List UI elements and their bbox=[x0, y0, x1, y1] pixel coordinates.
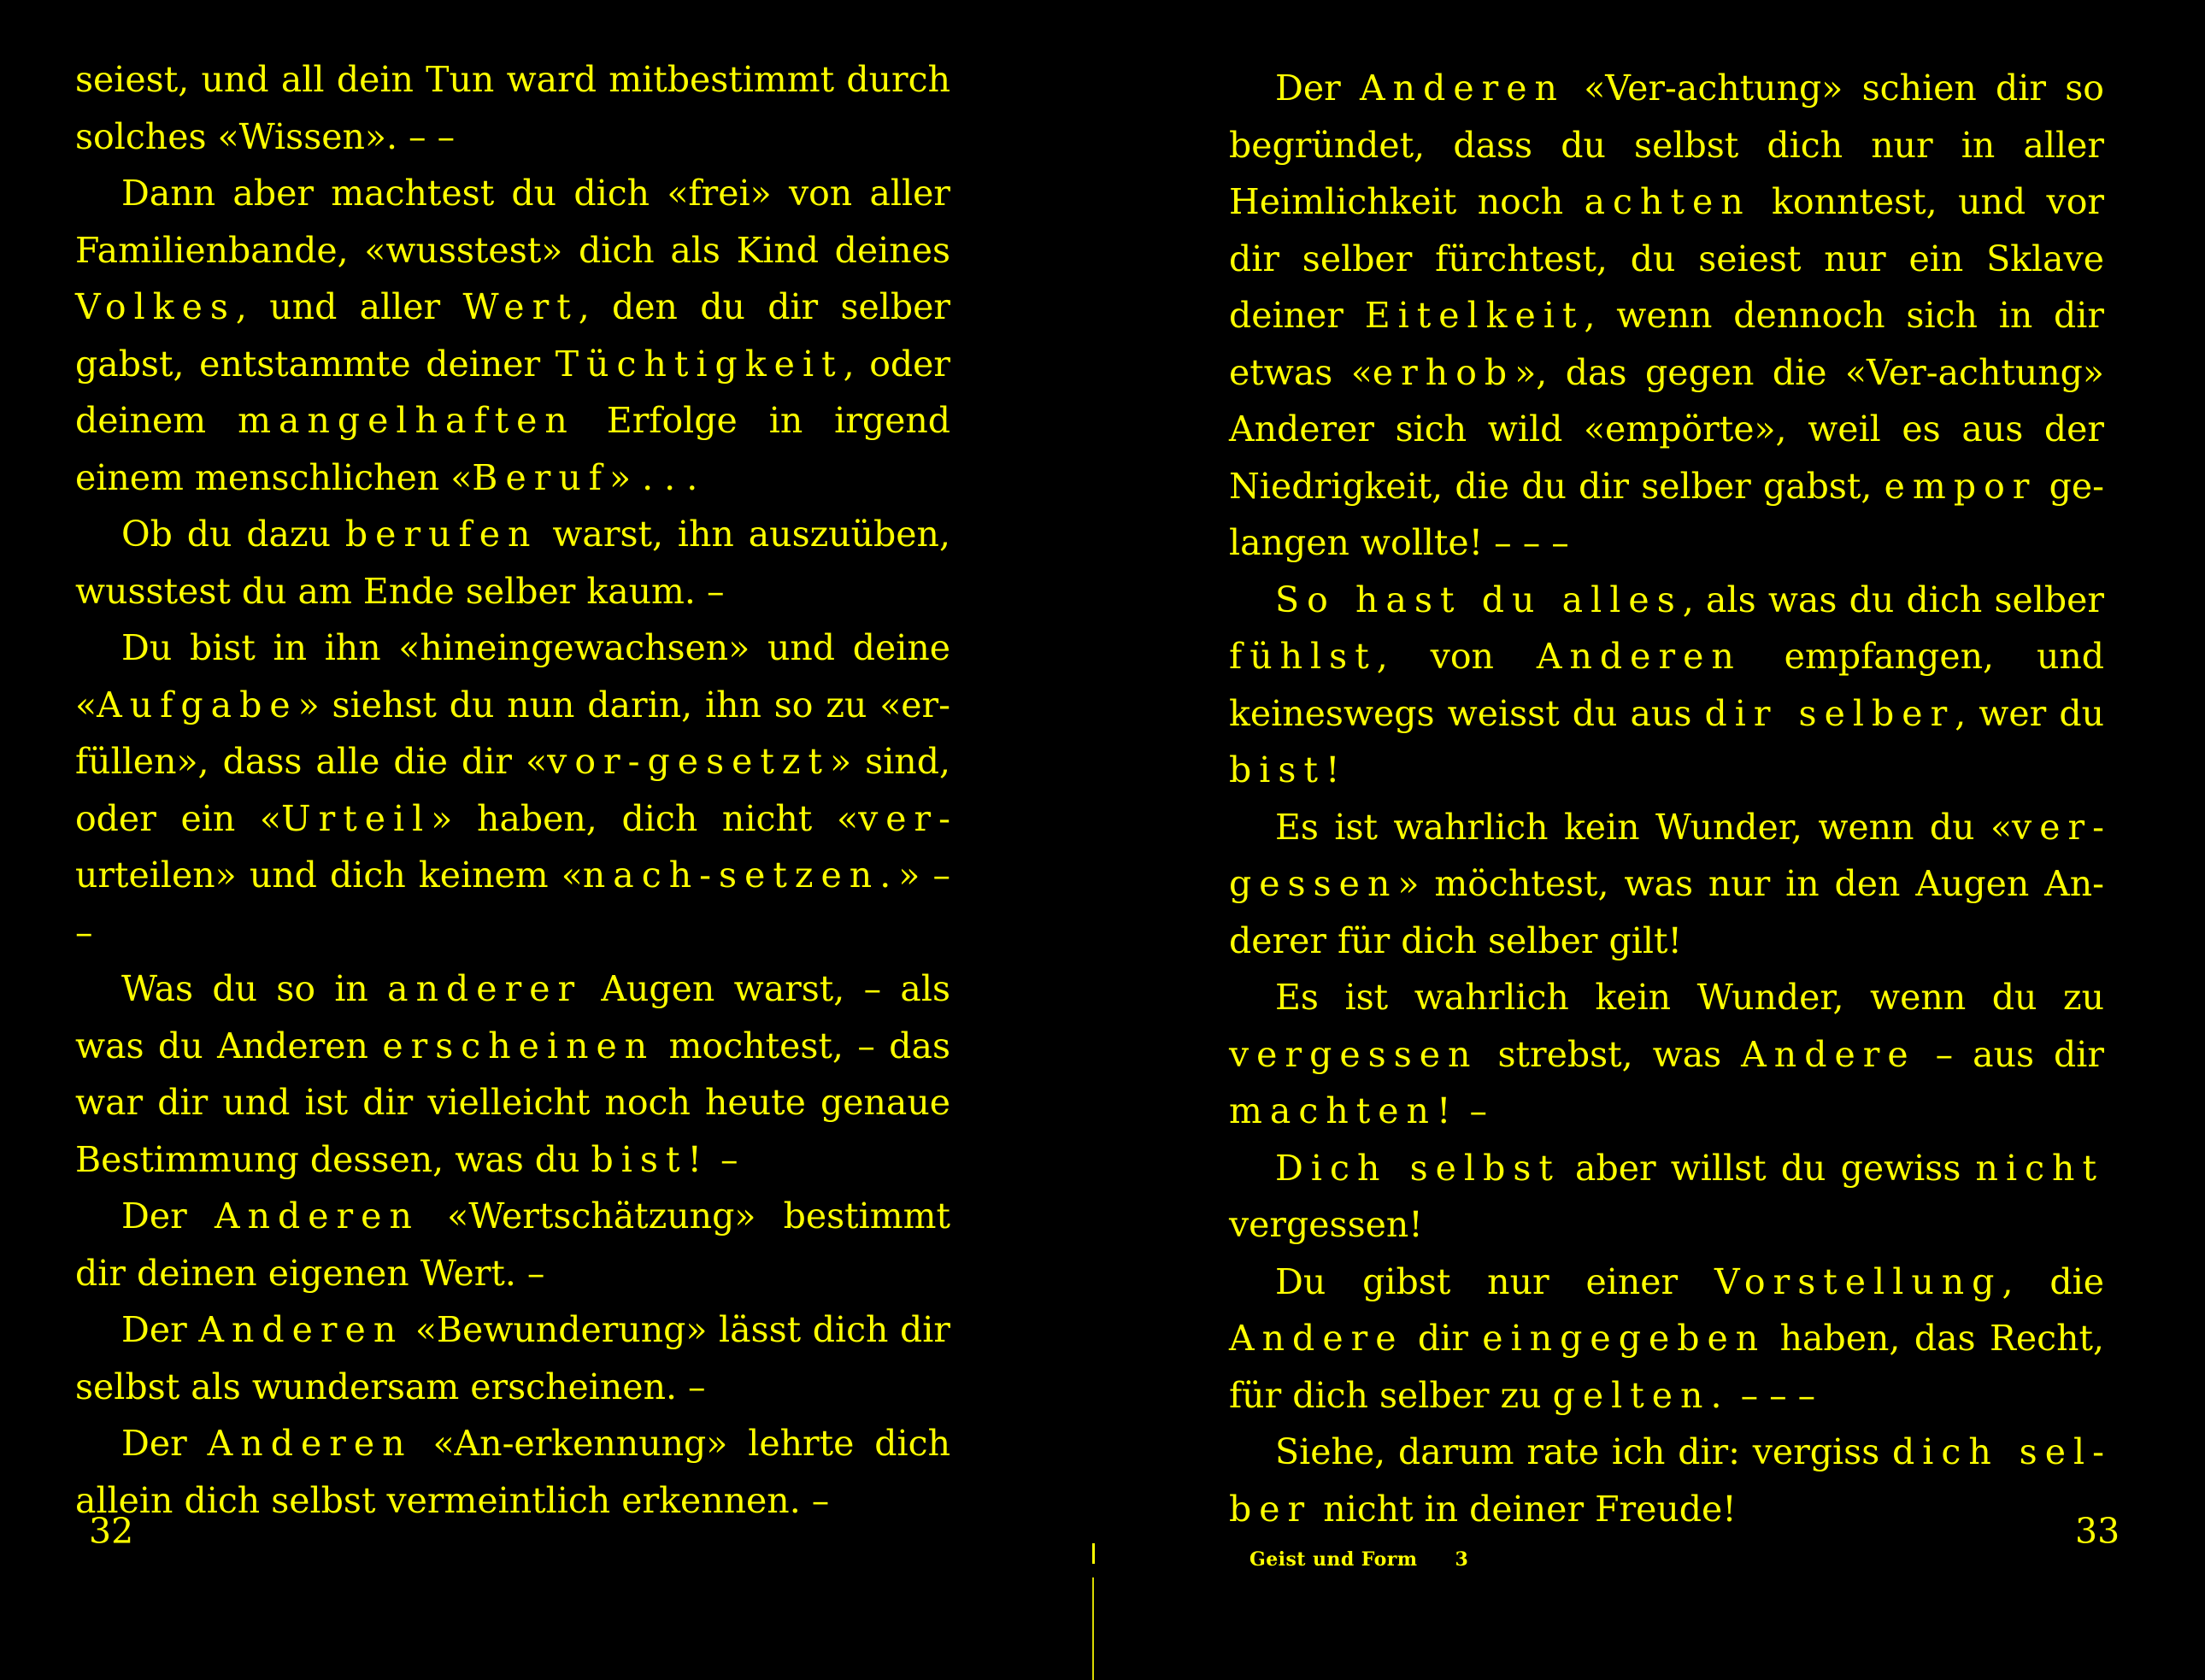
right-page-number: 33 bbox=[2075, 1511, 2120, 1552]
signature-title: Geist und Form bbox=[1250, 1548, 1418, 1571]
text-run: , wenn dennoch sich in dir etwas « bbox=[1229, 295, 2104, 393]
spaced-emphasis: achten bbox=[1584, 181, 1751, 222]
spaced-emphasis: berufen bbox=[344, 514, 538, 555]
signature-number: 3 bbox=[1455, 1548, 1469, 1571]
paragraph-q3 bbox=[1229, 799, 2104, 970]
text-run: – bbox=[709, 1138, 738, 1180]
spaced-emphasis: machten! bbox=[1229, 1090, 1459, 1131]
spaced-emphasis: Eitelkeit bbox=[1364, 295, 1585, 336]
spaced-emphasis: Anderen bbox=[198, 1309, 404, 1350]
text-run: mochtest, – das war dir und ist dir vielleicht noch heute genaue Bestimmung dessen, was du bbox=[75, 1025, 950, 1180]
printer-signature bbox=[1250, 1548, 1468, 1571]
left-page-text bbox=[75, 51, 950, 1529]
paragraph-p8 bbox=[75, 1415, 950, 1529]
text-run: , die bbox=[2002, 1260, 2104, 1302]
text-run: » möchtest, was nur in den Augen Anderer für dich selber gilt! bbox=[1229, 863, 2104, 961]
text-run: » . . . bbox=[609, 456, 698, 498]
text-run: «Bewunderung» lässt dich dir selbst als wundersam erscheinen. – bbox=[75, 1309, 950, 1407]
text-run: empfangen, und keineswegs weisst du aus bbox=[1229, 636, 2104, 734]
paragraph-p3 bbox=[75, 506, 950, 620]
text-run: Dann aber machtest du dich «frei» von aller Familienbande, «wusstest» dich als Kind deines bbox=[75, 173, 950, 271]
spaced-emphasis: Dich selbst bbox=[1275, 1147, 1561, 1189]
paragraph-q5 bbox=[1229, 1140, 2104, 1254]
text-run: warst, ihn auszuüben, wusstest du am Ende selber kaum. – bbox=[75, 514, 950, 612]
text-run: strebst, was bbox=[1478, 1033, 1742, 1075]
text-run: Du bist in ihn «hineingewachsen» und deine « bbox=[75, 627, 950, 725]
paragraph-p2 bbox=[75, 165, 950, 506]
spaced-emphasis: Anderen bbox=[1360, 68, 1565, 109]
paragraph-p1 bbox=[75, 51, 950, 165]
text-run: Der bbox=[121, 1309, 199, 1350]
spaced-emphasis: Andere bbox=[1229, 1318, 1404, 1359]
text-run: », das gegen die «Ver-achtung» Anderer sich wild «empörte», weil es aus der Niedrigkeit, die du dir selber gabst, bbox=[1229, 351, 2105, 507]
text-run: – bbox=[1458, 1090, 1488, 1131]
spaced-emphasis: dich selber bbox=[1229, 1431, 2104, 1530]
text-run: , oder deinem bbox=[75, 343, 950, 441]
text-run: , als was du dich selber bbox=[1682, 579, 2104, 620]
paragraph-q4 bbox=[1229, 969, 2104, 1140]
spaced-emphasis: Anderen bbox=[214, 1195, 420, 1237]
paragraph-p6 bbox=[75, 1188, 950, 1301]
text-run: Augen warst, – als was du Anderen bbox=[75, 968, 950, 1066]
text-run: Der bbox=[1275, 68, 1361, 109]
gutter-mark-lower bbox=[1092, 1577, 1094, 1680]
text-run: » – – bbox=[75, 855, 950, 953]
paragraph-p7 bbox=[75, 1301, 950, 1415]
text-run: » sind, oder ein « bbox=[75, 741, 950, 839]
paragraph-q7 bbox=[1229, 1424, 2104, 1537]
spaced-emphasis: Anderen bbox=[1536, 636, 1742, 677]
text-run: haben, das Recht, für dich selber zu bbox=[1229, 1318, 2104, 1416]
spaced-emphasis: gelten. bbox=[1552, 1374, 1730, 1416]
text-run: , von bbox=[1376, 636, 1537, 677]
spaced-emphasis: erscheinen bbox=[382, 1025, 656, 1066]
text-run: «Wertschätzung» bestimmt dir deinen eigenen Wert. – bbox=[75, 1195, 950, 1294]
spaced-emphasis: fühlst bbox=[1229, 636, 1377, 677]
spaced-emphasis: nicht bbox=[1975, 1147, 2104, 1189]
spaced-emphasis: bist! bbox=[591, 1138, 709, 1180]
text-run: nicht in deiner Freude! bbox=[1312, 1488, 1737, 1530]
paragraph-p5 bbox=[75, 960, 950, 1188]
text-run: » siehst du nun darin, ihn so zu «erfüllen», dass alle die dir « bbox=[75, 684, 950, 782]
spaced-emphasis: Volkes bbox=[75, 286, 236, 327]
spaced-emphasis: Anderen bbox=[207, 1423, 413, 1464]
spaced-emphasis: Tüchtigkeit bbox=[555, 343, 844, 385]
text-run: urteilen» und dich keinem « bbox=[75, 797, 951, 896]
paragraph-p4 bbox=[75, 620, 950, 960]
spaced-emphasis: mangelhaften bbox=[238, 400, 575, 441]
text-run: , und aller bbox=[235, 286, 463, 327]
left-page-number: 32 bbox=[89, 1511, 134, 1552]
spaced-emphasis: nach-setzen. bbox=[582, 855, 899, 896]
text-run: , wer du bbox=[1955, 692, 2104, 734]
spaced-emphasis: empor bbox=[1884, 465, 2037, 507]
right-page bbox=[1120, 0, 2205, 1680]
spaced-emphasis: ver bbox=[858, 797, 939, 839]
paragraph-q1 bbox=[1229, 60, 2104, 572]
text-run: – aus dir bbox=[1915, 1033, 2104, 1075]
spaced-emphasis: vergessen bbox=[1229, 1033, 1479, 1075]
right-page-text bbox=[1229, 60, 2104, 1537]
text-run: , den du dir selber gabst, entstammte deiner bbox=[75, 286, 950, 385]
text-run: «An-erkennung» lehrte dich allein dich selbst vermeintlich erkennen. – bbox=[75, 1423, 950, 1521]
spaced-emphasis: Andere bbox=[1741, 1033, 1916, 1075]
spaced-emphasis: Aufgabe bbox=[97, 684, 298, 725]
spaced-emphasis: Vorstellung bbox=[1714, 1260, 2002, 1302]
text-run: Ob du dazu bbox=[121, 514, 345, 555]
left-page bbox=[0, 0, 1085, 1680]
text-run: seiest, und all dein Tun ward mitbestimmt durch solches «Wissen». – – bbox=[75, 59, 950, 157]
text-run: konntest, und vor dir selber fürchtest, du seiest nur ein Sklave deiner bbox=[1229, 181, 2105, 336]
spaced-emphasis: eingegeben bbox=[1482, 1318, 1767, 1359]
spaced-emphasis: Wert bbox=[462, 286, 579, 327]
spaced-emphasis: erhob bbox=[1372, 351, 1515, 393]
text-run: – – – bbox=[1729, 1374, 1816, 1416]
text-run: Der bbox=[121, 1195, 215, 1237]
text-run: Was du so in bbox=[121, 968, 388, 1009]
spaced-emphasis: vor-gesetzt bbox=[547, 741, 831, 782]
spaced-emphasis: anderer bbox=[387, 968, 583, 1009]
spaced-emphasis: dir selber bbox=[1704, 692, 1955, 734]
spaced-emphasis: So hast du alles bbox=[1275, 579, 1683, 620]
spaced-emphasis: bist! bbox=[1229, 749, 1348, 790]
spaced-emphasis: Urteil bbox=[281, 797, 432, 839]
text-run: «Ver-achtung» schien dir so begründet, dass du selbst dich nur in aller Heimlichkeit noch bbox=[1229, 68, 2104, 222]
text-run: Der bbox=[121, 1423, 208, 1464]
text-run: Siehe, darum rate ich dir: vergiss bbox=[1275, 1431, 1893, 1472]
text-run: vergessen! bbox=[1229, 1204, 1423, 1245]
text-run: Du gibst nur einer bbox=[1275, 1260, 1715, 1302]
text-run: Es ist wahrlich kein Wunder, wenn du zu bbox=[1275, 977, 2104, 1018]
gutter-mark bbox=[1092, 1543, 1095, 1564]
spaced-emphasis: Beruf bbox=[472, 456, 609, 498]
spaced-emphasis: vergessen bbox=[1229, 806, 2104, 904]
text-run: gelangen wollte! – – – bbox=[1229, 465, 2104, 563]
text-run: dir bbox=[1403, 1318, 1483, 1359]
text-run: Es ist wahrlich kein Wunder, wenn du « bbox=[1275, 806, 2013, 848]
paragraph-q6 bbox=[1229, 1254, 2104, 1424]
text-run: » haben, dich nicht « bbox=[431, 797, 859, 839]
paragraph-q2 bbox=[1229, 572, 2104, 799]
text-run: Erfolge in irgend einem menschlichen « bbox=[75, 400, 951, 498]
text-run: aber willst du gewiss bbox=[1560, 1147, 1976, 1189]
